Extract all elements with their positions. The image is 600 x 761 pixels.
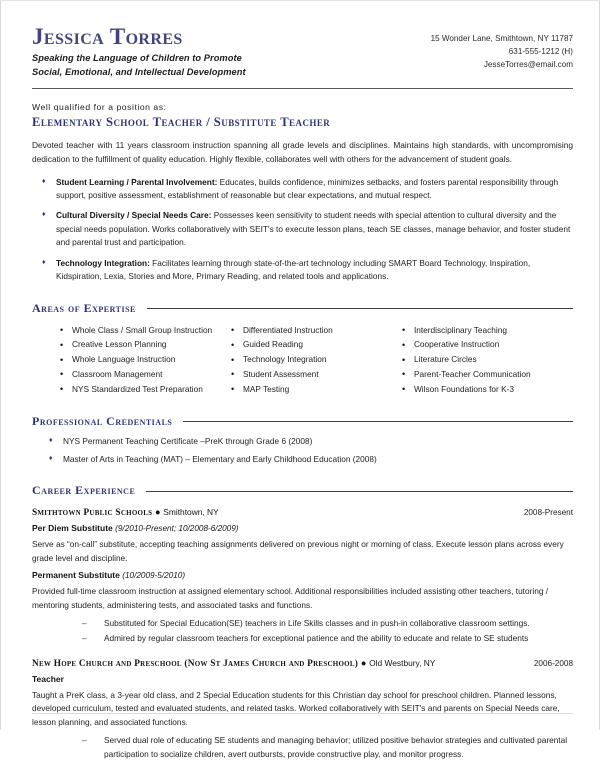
- role-title-line: [32, 523, 573, 533]
- section-title: Professional Credentials: [32, 413, 173, 428]
- expertise-label: Differentiated Instruction: [242, 324, 333, 335]
- job-dates: 2008-Present: [523, 508, 573, 518]
- employer-name: Smithtown Public Schools: [32, 508, 153, 519]
- list-item: [402, 323, 573, 338]
- objective-summary: Devoted teacher with 11 years classroom instruction spanning all grade levels and disciplines. Maintains high standards, with uncompromising dedication to the fulfillment of quality education. Highly flexible, collaborates well with others for the advancement of student goals.: [32, 140, 573, 164]
- section-rule: [183, 421, 573, 422]
- disc-bullet-icon: •: [401, 369, 406, 380]
- role-title-line: [32, 570, 573, 580]
- highlight-lead: Cultural Diversity / Special Needs Care:: [56, 210, 212, 221]
- section-header-expertise: [32, 301, 573, 316]
- job-header: [32, 507, 573, 518]
- list-item: [32, 257, 573, 284]
- role-title: Per Diem Substitute: [32, 523, 113, 534]
- objective-title: Elementary School Teacher / Substitute Teacher: [32, 115, 331, 130]
- disc-bullet-icon: •: [401, 339, 406, 350]
- employer-location: Smithtown, NY: [163, 507, 219, 518]
- disc-bullet-icon: •: [60, 325, 64, 336]
- job-header: [32, 658, 573, 669]
- expertise-label: Whole Language Instruction: [72, 354, 176, 365]
- list-item: [32, 453, 573, 466]
- credential-text: Master of Arts in Teaching (MAT) – Elementary and Early Childhood Education (2008): [63, 453, 377, 464]
- role-bullet-list: [32, 734, 573, 761]
- contact-email[interactable]: JesseTorres@email.com: [483, 60, 573, 70]
- diamond-bullet-icon: ♦: [49, 454, 53, 462]
- diamond-bullet-icon: ♦: [49, 436, 53, 444]
- diamond-bullet-icon: ♦: [42, 177, 46, 185]
- role-description: Taught a PreK class, a 3-year old class, and 2 Special Education students for this Christian day school for preschool children. Planned lessons, developed curriculum, tested and evaluated students, and related tasks. Worked collaboratively with SEIT's and parents on Special Needs care, lesson planning, and associated functions.: [32, 690, 560, 727]
- role-description: Provided full-time classroom instruction at assigned elementary school. Additional responsibilities included assisting other teachers, tutoring / mentoring students, administering tests, and associated tasks and functions.: [32, 586, 549, 610]
- credential-text: NYS Permanent Teaching Certificate –PreK through Grade 6 (2008): [63, 435, 313, 446]
- list-item: [60, 367, 231, 382]
- expertise-label: Creative Lesson Planning: [72, 339, 167, 350]
- section-title: Areas of Expertise: [32, 300, 136, 315]
- highlight-text: Possesses keen sensitivity to student needs with special attention to cultural diversity and the special needs population. Works collaboratively with SEIT's to execute lesson plans, teach SE classes, manage behavior, and foster student and parental trust and participation.: [56, 210, 571, 248]
- expertise-label: NYS Standardized Test Preparation: [72, 383, 203, 394]
- contact-phone: 631-555-1212 (H): [508, 47, 573, 57]
- disc-bullet-icon: •: [230, 339, 235, 350]
- job-entry: [32, 658, 573, 761]
- list-item: [402, 337, 573, 352]
- list-item: [402, 352, 573, 367]
- employer-location: Old Westbury, NY: [369, 658, 436, 668]
- header-identity: [32, 23, 246, 79]
- disc-bullet-icon: •: [401, 325, 406, 336]
- contact-block: [431, 23, 573, 71]
- list-item: [231, 323, 402, 338]
- highlight-lead: Technology Integration:: [56, 257, 150, 268]
- employer-separator: ●: [358, 659, 370, 669]
- employer-name: New Hope Church and Preschool (Now St James Church and Preschool): [32, 659, 359, 669]
- employer-line: [32, 658, 435, 669]
- expertise-label: Literature Circles: [413, 354, 477, 365]
- resume-header: [32, 23, 573, 79]
- role-period: (10/2009-5/2010): [122, 571, 186, 581]
- job-dates: 2006-2008: [533, 659, 573, 668]
- list-item: [32, 617, 573, 630]
- role-title: Permanent Substitute: [32, 570, 120, 581]
- role-bullet-list: [32, 617, 573, 645]
- list-item: [231, 337, 402, 352]
- dash-bullet-icon: –: [82, 632, 87, 643]
- disc-bullet-icon: •: [60, 384, 64, 395]
- list-item: [60, 352, 231, 367]
- section-title: Career Experience: [32, 483, 136, 498]
- list-item: [32, 209, 573, 249]
- objective-prelude: Well qualified for a position as:: [32, 102, 167, 113]
- highlight-text: Educates, builds confidence, minimizes setbacks, and fosters parental responsibility through support, positive assessment, establishment of reasonable but clear expectations, and mutual respect.: [56, 176, 559, 201]
- list-item: [231, 382, 402, 397]
- expertise-column-2: [231, 323, 402, 397]
- list-item: [60, 382, 231, 397]
- dash-bullet-icon: –: [82, 735, 87, 746]
- disc-bullet-icon: •: [230, 384, 235, 395]
- expertise-column-1: [60, 323, 231, 397]
- expertise-label: Interdisciplinary Teaching: [413, 324, 507, 335]
- disc-bullet-icon: •: [60, 339, 64, 350]
- disc-bullet-icon: •: [401, 354, 406, 365]
- employer-separator: ●: [152, 508, 164, 519]
- expertise-label: Guided Reading: [242, 339, 303, 350]
- section-header-career: [32, 483, 573, 498]
- highlight-list: [32, 176, 573, 284]
- role-period: (9/2010-Present; 10/2008-6/2009): [115, 524, 239, 534]
- credentials-list: [32, 435, 573, 467]
- section-rule: [147, 308, 573, 309]
- expertise-columns: [32, 323, 573, 397]
- role-title: Teacher: [32, 674, 64, 684]
- disc-bullet-icon: •: [230, 369, 235, 380]
- list-item: [32, 176, 573, 203]
- candidate-tagline-line2: Social, Emotional, and Intellectual Development: [32, 66, 246, 77]
- expertise-label: MAP Testing: [242, 383, 290, 394]
- expertise-label: Wilson Foundations for K-3: [413, 383, 515, 394]
- expertise-column-3: [402, 323, 573, 397]
- candidate-name: Jessica Torres: [32, 24, 183, 49]
- highlight-text: Facilitates learning through state-of-the-art technology including SMART Board Technology, Inspiration, Kidspiration, Lexia, Stories and More, Primary Reading, and related tools and applications.: [56, 257, 531, 282]
- role-bullet-text: Served dual role of educating SE students and managing behavior; utilized positive behavior strategies and cultivated parental participation to socialize children, avert outbursts, provide constructive play, and monitor progress.: [104, 735, 568, 759]
- dash-bullet-icon: –: [82, 618, 87, 629]
- role-description: Serve as “on-call” substitute, accepting teaching assignments delivered on previous night or morning of class. Execute lesson plans across every grade level and discipline.: [32, 539, 564, 563]
- role-bullet-text: Substituted for Special Education(SE) teachers in Life Skills classes and in push-in collaborative classroom settings.: [104, 618, 530, 629]
- list-item: [32, 435, 573, 448]
- list-item: [60, 337, 231, 352]
- objective-section: [32, 102, 573, 284]
- list-item: [32, 632, 573, 645]
- expertise-label: Student Assessment: [242, 368, 319, 379]
- contact-address: 15 Wonder Lane, Smithtown, NY 11787: [430, 34, 573, 43]
- expertise-label: Parent-Teacher Communication: [413, 368, 531, 379]
- candidate-tagline-line1: Speaking the Language of Children to Promote: [32, 53, 242, 64]
- highlight-lead: Student Learning / Parental Involvement:: [56, 176, 218, 187]
- role-title-line: [32, 674, 573, 684]
- disc-bullet-icon: •: [60, 354, 64, 365]
- list-item: [60, 323, 231, 338]
- disc-bullet-icon: •: [60, 369, 64, 380]
- list-item: [402, 382, 573, 397]
- disc-bullet-icon: •: [401, 384, 406, 395]
- disc-bullet-icon: •: [230, 354, 235, 365]
- list-item: [402, 367, 573, 382]
- role-bullet-text: Admired by regular classroom teachers for exceptional patience and the ability to educate and relate to SE students: [104, 632, 529, 643]
- job-entry: [32, 507, 573, 645]
- page-footer-rule: [32, 713, 573, 714]
- expertise-label: Whole Class / Small Group Instruction: [72, 324, 213, 335]
- section-rule: [146, 491, 573, 492]
- section-header-credentials: [32, 414, 573, 429]
- expertise-label: Cooperative Instruction: [413, 339, 500, 350]
- expertise-label: Technology Integration: [242, 354, 327, 365]
- expertise-label: Classroom Management: [72, 368, 163, 379]
- diamond-bullet-icon: ♦: [42, 258, 46, 266]
- list-item: [231, 352, 402, 367]
- disc-bullet-icon: •: [230, 325, 235, 336]
- employer-line: [32, 507, 219, 518]
- list-item: [32, 734, 573, 761]
- list-item: [231, 367, 402, 382]
- diamond-bullet-icon: ♦: [42, 211, 46, 219]
- header-divider: [32, 88, 573, 89]
